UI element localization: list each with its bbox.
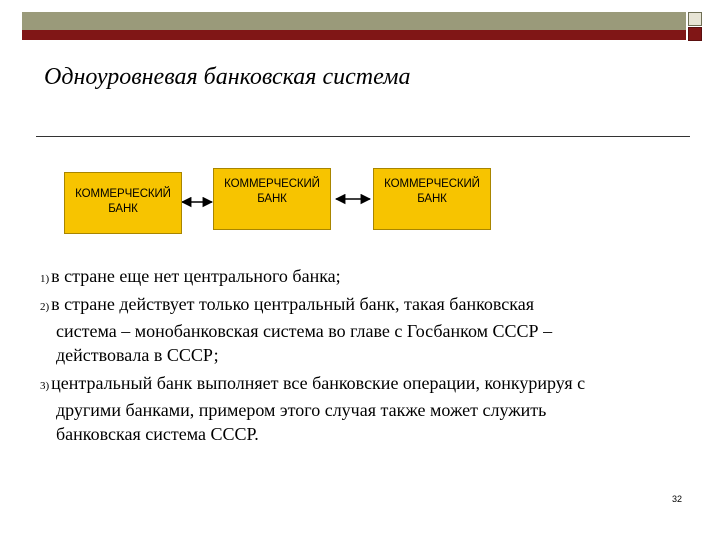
bank-box-2-line2: БАНК	[257, 193, 287, 205]
list-item-2-line3: действовала в СССР;	[56, 345, 219, 365]
list-item-3-number: 3)	[40, 380, 50, 392]
bank-box-1-line1: КОММЕРЧЕСКИЙ	[75, 188, 171, 200]
bank-box-3-line2: БАНК	[417, 193, 447, 205]
list-item-2-line2: система – монобанковская система во главе с Госбанком СССР –	[56, 321, 553, 341]
bank-box-2-line1: КОММЕРЧЕСКИЙ	[224, 178, 320, 190]
list-item-2-number: 2)	[40, 301, 50, 313]
slide-title: Одноуровневая банковская система	[44, 64, 411, 90]
list-item-3-line3: банковская система СССР.	[56, 424, 259, 444]
list-item-1-line1: в стране еще нет центрального банка;	[51, 266, 341, 286]
bank-box-1	[64, 172, 182, 234]
list-item-2-line1: в стране действует только центральный банк, такая банковская	[51, 294, 535, 314]
bank-box-2	[213, 168, 331, 230]
page-number: 32	[671, 494, 682, 504]
bank-box-3	[373, 168, 491, 230]
list-item-1-number: 1)	[40, 273, 50, 285]
list-item-2	[40, 292, 680, 367]
list-item-1	[40, 264, 680, 291]
list-item-3-line2: другими банками, примером этого случая также может служить	[56, 400, 547, 420]
bank-box-3-line1: КОММЕРЧЕСКИЙ	[384, 178, 480, 190]
list-item-3-line1: центральный банк выполняет все банковские операции, конкурируя с	[51, 373, 586, 393]
list-item-3	[40, 371, 680, 446]
bank-box-1-line2: БАНК	[108, 203, 138, 215]
